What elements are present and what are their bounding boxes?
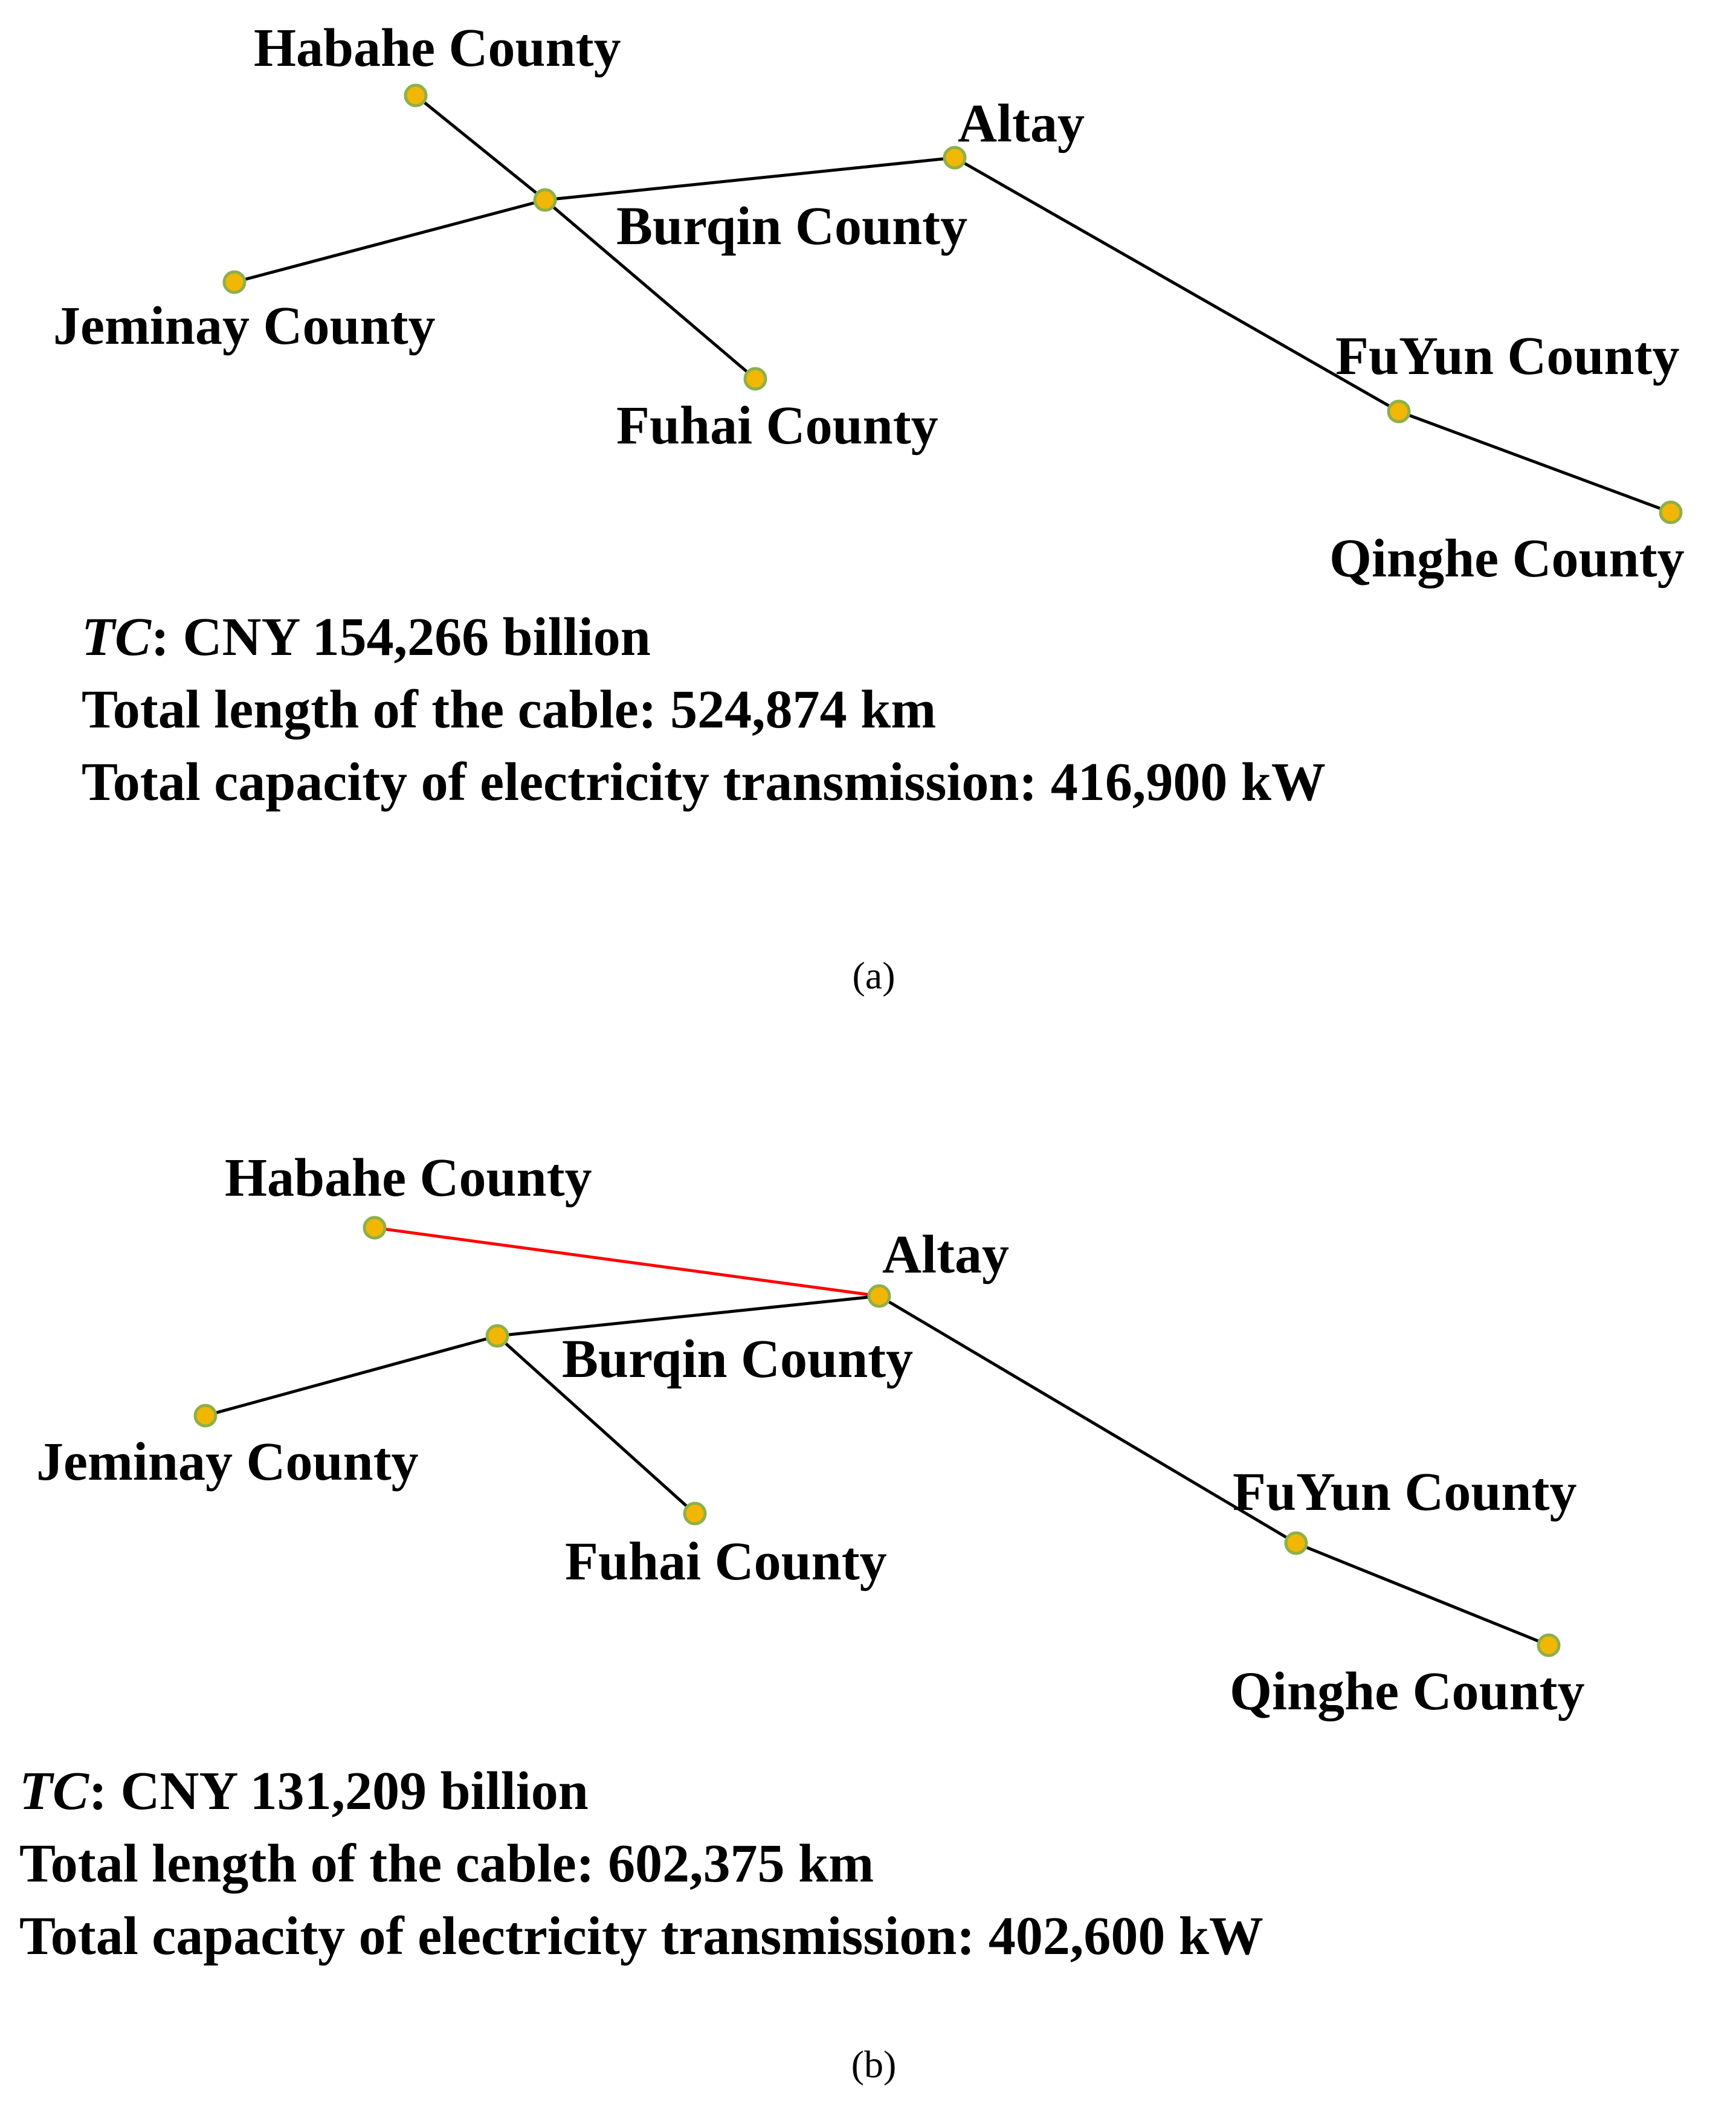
transmission-capacity: Total capacity of electricity transmission: 416,900 kW [82,752,1326,812]
label-jeminay: Jeminay County [53,296,436,356]
caption-a: (a) [852,954,895,997]
label-qinghe: Qinghe County [1230,1662,1585,1721]
tc-value: : CNY 154,266 billion [151,607,651,667]
cable-length: Total length of the cable: 602,375 km [19,1834,874,1894]
node-burqin [535,190,555,210]
label-burqin: Burqin County [562,1329,914,1389]
edge-burqin-altay [545,158,955,200]
tc-line [19,1755,1263,1828]
label-altay: Altay [882,1225,1009,1285]
caption-b: (b) [851,2043,897,2086]
label-burqin: Burqin County [616,196,968,256]
edge-fuyun-qinghe [1399,411,1671,512]
label-fuhai: Fuhai County [616,396,938,456]
label-altay: Altay [958,94,1085,153]
node-fuyun [1389,401,1409,422]
node-fuhai [685,1503,705,1524]
node-altay [869,1286,889,1306]
node-fuhai [745,369,766,389]
tc-line [82,601,1326,674]
node-qinghe [1538,1635,1559,1656]
edge-habahe-altay [375,1228,879,1296]
edge-jeminay-burqin [205,1336,497,1416]
transmission-capacity: Total capacity of electricity transmission: 402,600 kW [19,1906,1263,1966]
node-habahe [405,85,426,106]
label-habahe: Habahe County [225,1148,592,1208]
edge-jeminay-burqin [234,200,545,282]
node-qinghe [1660,502,1681,523]
node-burqin [487,1326,508,1346]
node-jeminay [195,1405,216,1426]
label-fuyun: FuYun County [1233,1462,1577,1522]
label-jeminay: Jeminay County [36,1432,419,1492]
edge-fuyun-qinghe [1296,1543,1549,1645]
label-fuyun: FuYun County [1335,326,1680,386]
node-habahe [364,1217,385,1238]
tc-value: : CNY 131,209 billion [89,1761,589,1821]
label-fuhai: Fuhai County [565,1532,887,1591]
stats-a [82,601,1326,819]
tc-label: TC [19,1761,89,1821]
panel-b [0,1063,1736,2125]
node-fuyun [1286,1533,1306,1553]
stats-b [19,1755,1263,1973]
edge-habahe-burqin [416,95,545,200]
label-qinghe: Qinghe County [1329,529,1685,588]
node-jeminay [224,272,245,292]
label-habahe: Habahe County [254,18,621,78]
edge-altay-fuyun [955,158,1399,411]
tc-label: TC [82,607,152,667]
cable-length: Total length of the cable: 524,874 km [82,680,937,740]
